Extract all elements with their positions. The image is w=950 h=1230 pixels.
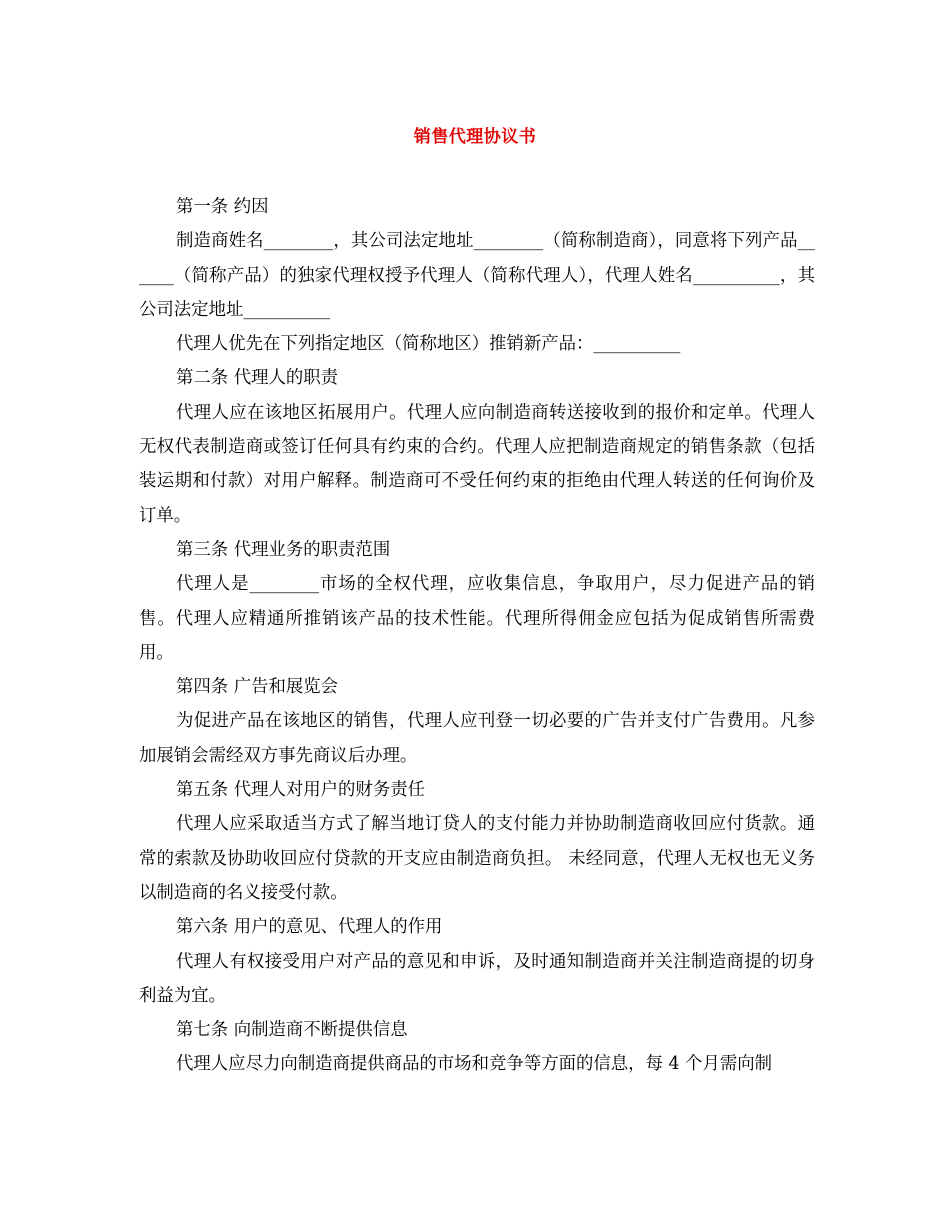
article-paragraph: 代理人应在该地区拓展用户。代理人应向制造商转送接收到的报价和定单。代理人无权代表制造商或签订任何具有约束的合约。代理人应把制造商规定的销售条款（包括装运期和付款）对用户解释。制造商可不受任何约束的拒绝由代理人转送的任何询价及订单。 — [139, 402, 815, 526]
article-heading: 第七条 向制造商不断提供信息 — [176, 1020, 408, 1041]
article-paragraph: 代理人应尽力向制造商提供商品的市场和竞争等方面的信息，每 4 个月需向制 — [176, 1054, 773, 1075]
article-heading: 第二条 代理人的职责 — [176, 368, 339, 389]
article-paragraph: 代理人是________市场的全权代理，应收集信息，争取用户，尽力促进产品的销售。代理人应精通所推销该产品的技术性能。代理所得佣金应包括为促成销售所需费用。 — [139, 574, 815, 663]
document-body — [139, 190, 815, 1082]
article-paragraph: 代理人应采取适当方式了解当地订贷人的支付能力并协助制造商收回应付货款。通常的索款及协助收回应付贷款的开支应由制造商负担。 未经同意，代理人无权也无义务以制造商的名义接受付款。 — [139, 814, 815, 903]
article-heading: 第四条 广告和展览会 — [176, 677, 339, 698]
article-heading: 第六条 用户的意见、代理人的作用 — [176, 917, 443, 938]
article-heading: 第三条 代理业务的职责范围 — [176, 539, 391, 560]
article-paragraph: 制造商姓名________，其公司法定地址________（简称制造商），同意将下列产品______（简称产品）的独家代理权授予代理人（简称代理人），代理人姓名__________，其公司法定地址__________ — [139, 231, 815, 320]
article-heading: 第五条 代理人对用户的财务责任 — [176, 780, 425, 801]
article-paragraph: 代理人有权接受用户对产品的意见和申诉，及时通知制造商并关注制造商提的切身利益为宜。 — [139, 951, 815, 1006]
article-paragraph: 代理人优先在下列指定地区（简称地区）推销新产品：__________ — [176, 334, 681, 355]
document-title: 销售代理协议书 — [413, 127, 537, 147]
article-paragraph: 为促进产品在该地区的销售，代理人应刊登一切必要的广告并支付广告费用。凡参加展销会需经双方事先商议后办理。 — [139, 711, 815, 766]
article-heading: 第一条 约因 — [176, 197, 269, 217]
